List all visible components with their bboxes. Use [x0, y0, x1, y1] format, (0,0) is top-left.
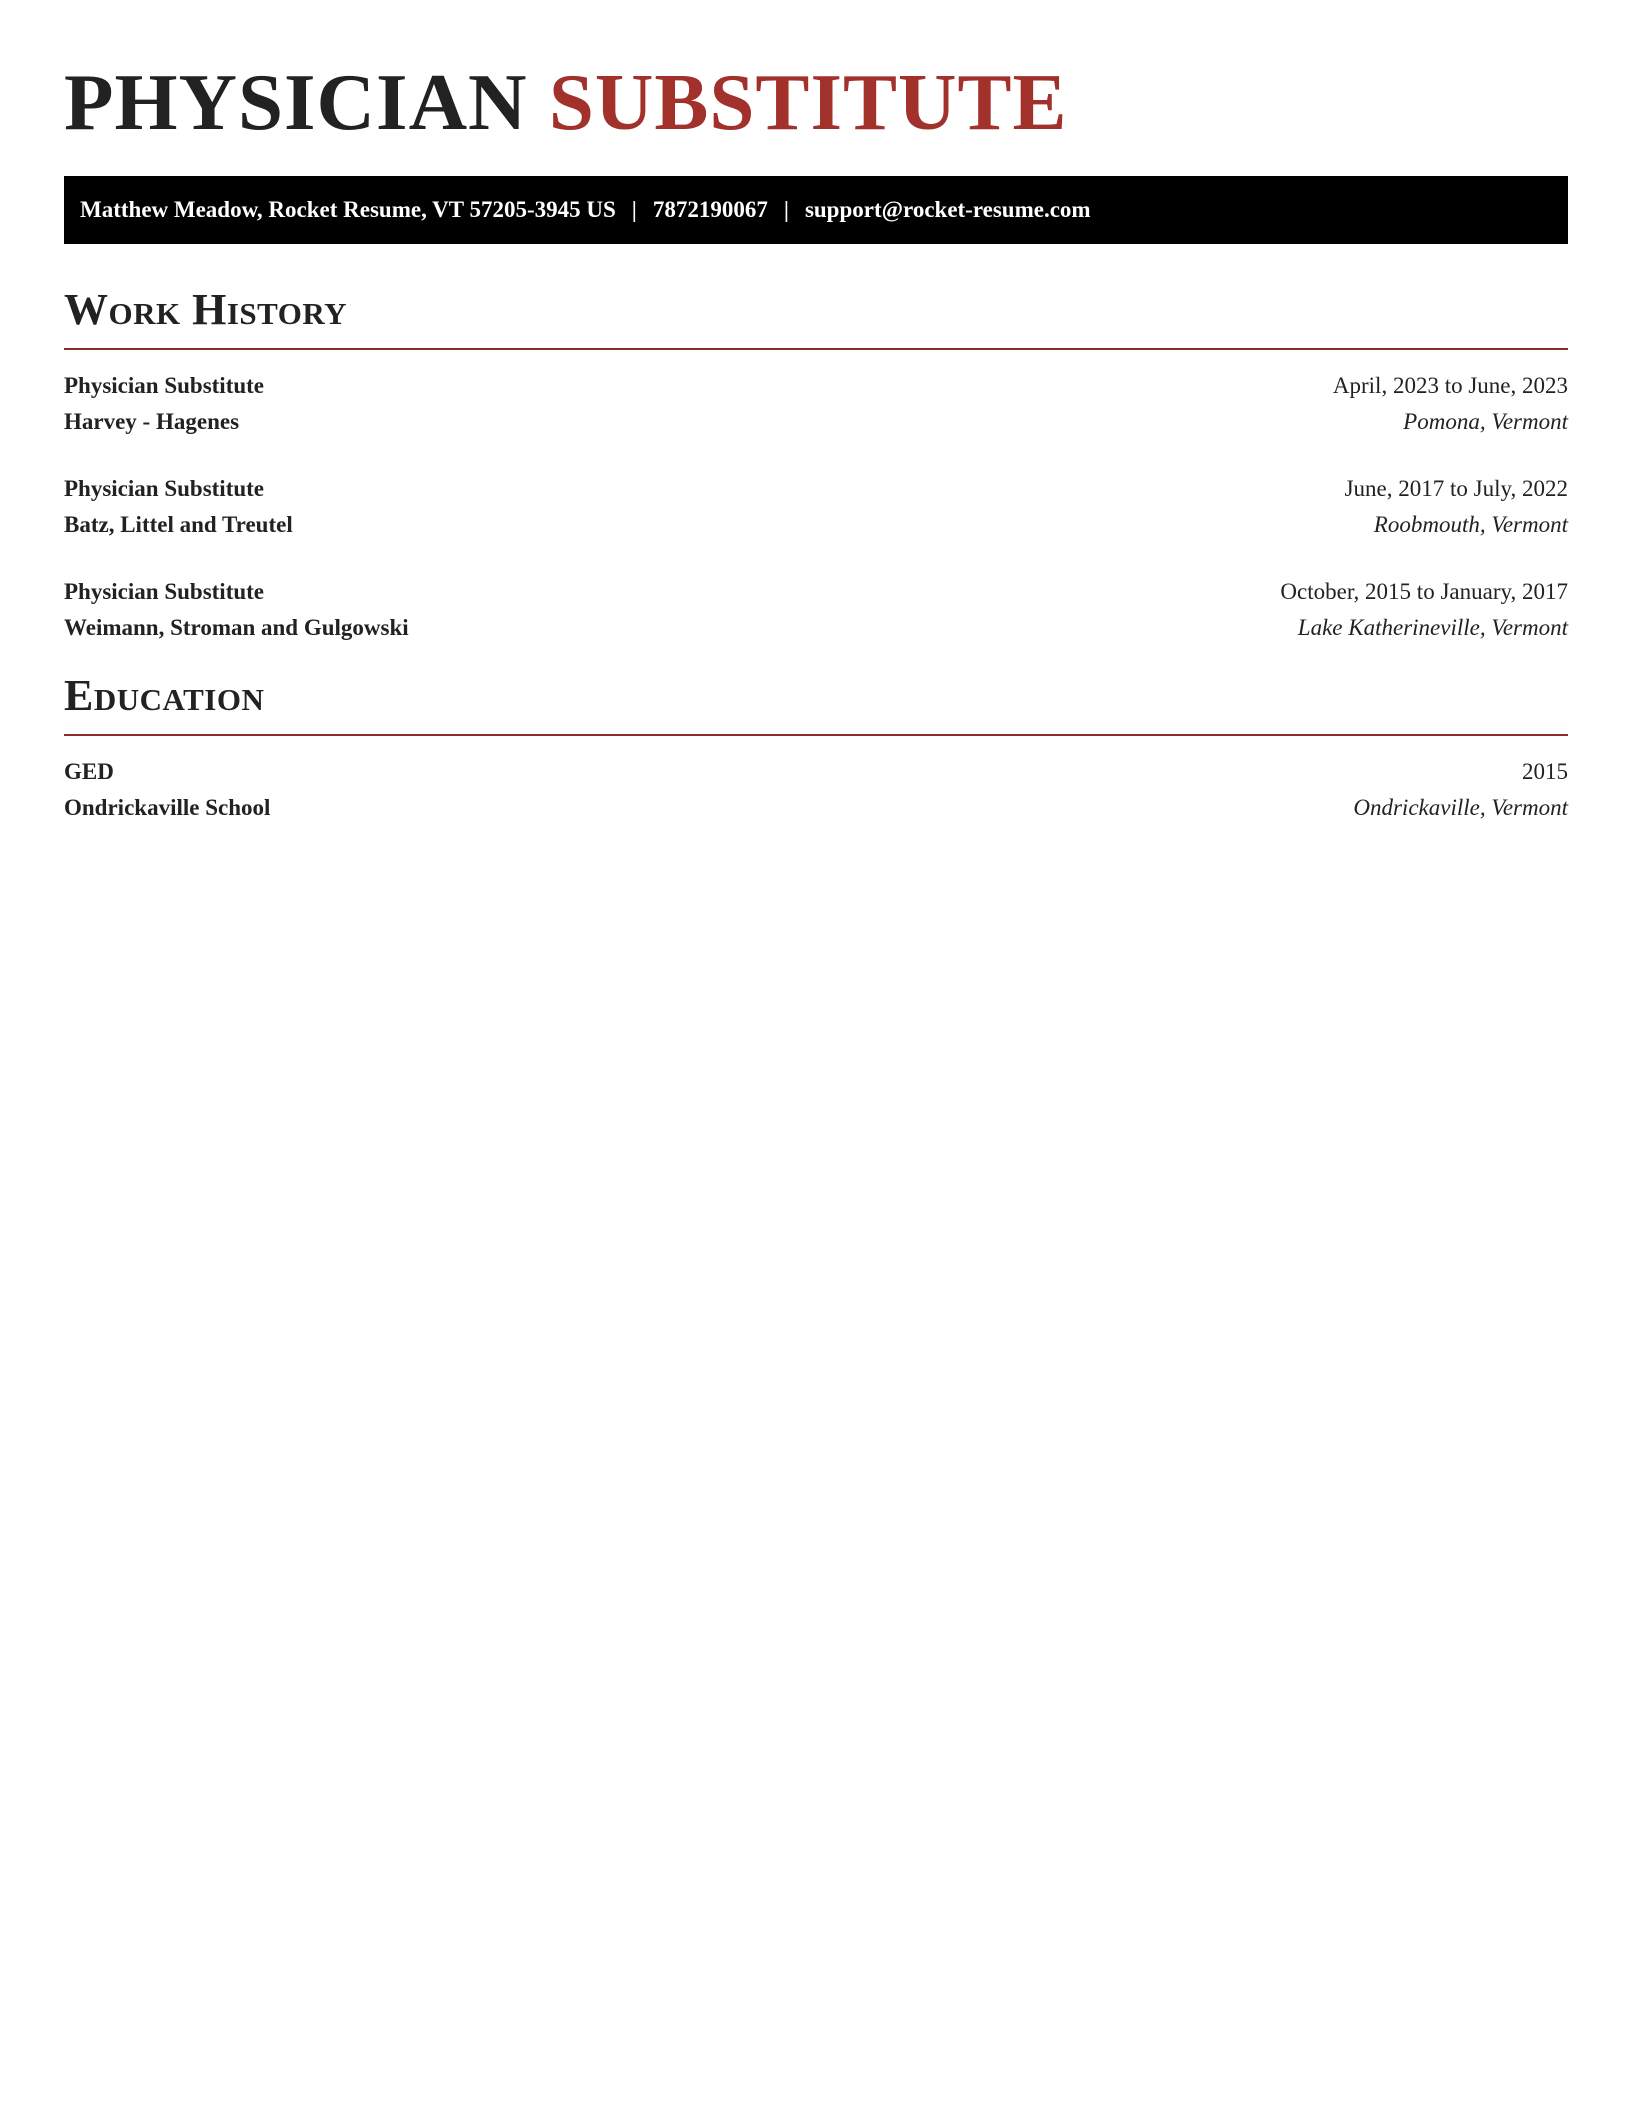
job-location: Roobmouth, Vermont	[1373, 512, 1568, 537]
work-entry	[64, 368, 1568, 440]
education-heading: Education	[64, 671, 265, 720]
work-history-section	[64, 284, 1568, 646]
job-dates: October, 2015 to January, 2017	[1280, 579, 1568, 604]
education-section	[64, 670, 1568, 826]
work-history-heading: Work History	[64, 285, 348, 334]
work-entry	[64, 574, 1568, 646]
degree: GED	[64, 759, 114, 784]
school-location: Ondrickaville, Vermont	[1353, 795, 1568, 820]
job-dates: June, 2017 to July, 2022	[1344, 476, 1568, 501]
contact-email: support@rocket-resume.com	[804, 197, 1091, 222]
contact-address: Matthew Meadow, Rocket Resume, VT 57205-3945 US	[80, 197, 616, 222]
section-divider	[64, 734, 1568, 736]
resume-title	[64, 0, 1568, 148]
section-divider	[64, 348, 1568, 350]
job-title: Physician Substitute	[64, 373, 265, 398]
job-dates: April, 2023 to June, 2023	[1332, 373, 1568, 398]
contact-separator: |	[783, 197, 789, 222]
contact-separator: |	[631, 197, 637, 222]
contact-phone: 7872190067	[652, 197, 768, 222]
job-title: Physician Substitute	[64, 579, 265, 604]
job-title: Physician Substitute	[64, 476, 265, 501]
company-name: Harvey - Hagenes	[64, 409, 240, 434]
company-name: Weimann, Stroman and Gulgowski	[64, 615, 409, 640]
job-location: Lake Katherineville, Vermont	[1297, 615, 1568, 640]
title-second-word: SUBSTITUTE	[548, 57, 1068, 147]
resume-page	[64, 0, 1568, 820]
work-entry	[64, 471, 1568, 543]
education-entry	[64, 754, 1568, 826]
company-name: Batz, Littel and Treutel	[64, 512, 293, 537]
contact-bar	[64, 176, 1568, 244]
education-year: 2015	[1522, 759, 1568, 784]
job-location: Pomona, Vermont	[1403, 409, 1568, 434]
school-name: Ondrickaville School	[64, 795, 271, 820]
title-first-word: PHYSICIAN	[64, 57, 528, 147]
